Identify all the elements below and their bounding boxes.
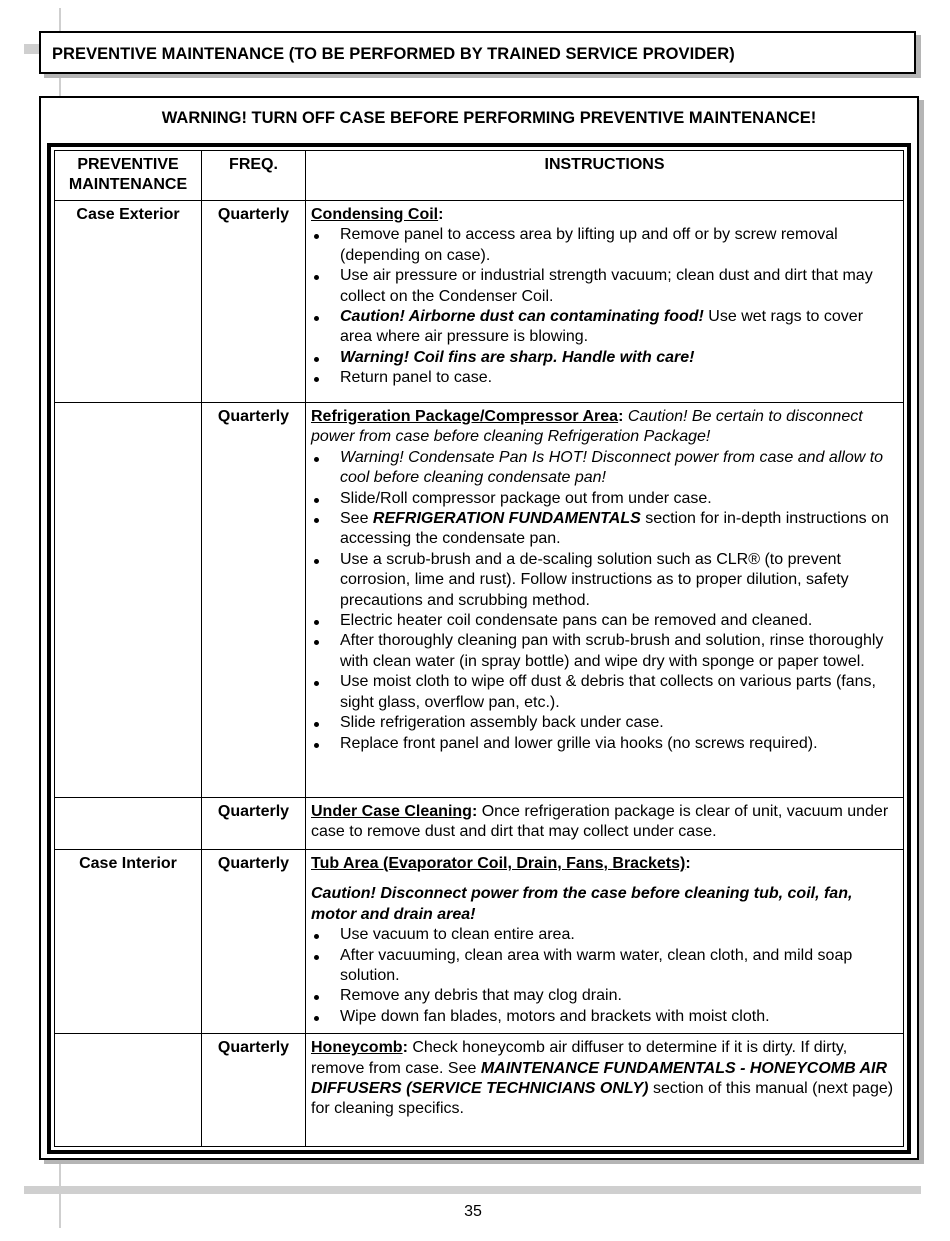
list-item-text: Remove panel to access area by lifting up and off or by screw removal (depending on case). <box>340 226 838 264</box>
instruction-heading-line <box>311 205 897 225</box>
instruction-heading-line <box>311 407 897 448</box>
section-reference: MAINTENANCE FUNDAMENTALS - HONEYCOMB AIR DIFFUSERS (SERVICE TECHNICIANS ONLY) <box>311 1059 888 1098</box>
row-instructions <box>306 1034 904 1147</box>
row-category: Case Exterior <box>55 201 202 403</box>
instruction-heading: Honeycomb <box>311 1039 403 1057</box>
page-title: PREVENTIVE MAINTENANCE (TO BE PERFORMED BY TRAINED SERVICE PROVIDER) <box>52 45 735 63</box>
instruction-list <box>311 448 897 754</box>
list-item <box>311 266 897 307</box>
section-reference: REFRIGERATION FUNDAMENTALS <box>372 510 641 528</box>
list-item-text: Slide refrigeration assembly back under case. <box>340 714 664 732</box>
row-instructions <box>306 201 904 403</box>
caution-paragraph: Caution! Disconnect power from the case before cleaning tub, coil, fan, motor and drain area! <box>311 885 853 923</box>
maintenance-panel <box>39 96 919 1160</box>
list-item <box>311 348 897 368</box>
list-item <box>311 986 897 1006</box>
list-item <box>311 946 897 987</box>
heading-colon: : <box>471 803 478 820</box>
row-category: Case Interior <box>55 850 202 1034</box>
caution-intro: Caution! Be certain to disconnect power from case before cleaning Refrigeration Package! <box>311 408 863 446</box>
list-item-text: Return panel to case. <box>340 369 493 387</box>
list-item <box>311 611 897 631</box>
list-item <box>311 550 897 611</box>
list-item <box>311 489 897 509</box>
row-frequency: Quarterly <box>202 798 306 850</box>
list-item-text: Use moist cloth to wipe off dust & debris that collects on various parts (fans, sight glass, overflow pan, etc.). <box>340 673 876 711</box>
instruction-heading-line <box>311 854 897 874</box>
list-item-text: After thoroughly cleaning pan with scrub-brush and solution, rinse thoroughly with clean water (in spray bottle) and wipe dry with sponge or paper towel. <box>340 632 884 670</box>
list-item <box>311 448 897 489</box>
instruction-heading: Refrigeration Package/Compressor Area <box>311 408 619 425</box>
table-row <box>55 403 904 798</box>
instruction-heading: Condensing Coil <box>311 206 439 223</box>
heading-colon: : <box>402 1039 408 1057</box>
list-item-text: Use air pressure or industrial strength vacuum; clean dust and dirt that may collect on the Condenser Coil. <box>340 267 873 305</box>
caution-text: Caution! Airborne dust can contaminating food! <box>340 308 704 326</box>
list-item <box>311 672 897 713</box>
row-frequency: Quarterly <box>202 201 306 403</box>
list-item <box>311 307 897 348</box>
list-item-text: After vacuuming, clean area with warm water, clean cloth, and mild soap solution. <box>340 946 853 985</box>
table-row <box>55 798 904 850</box>
list-item <box>311 925 897 945</box>
instruction-paragraph <box>311 1038 897 1120</box>
row-frequency: Quarterly <box>202 850 306 1034</box>
list-item <box>311 368 897 388</box>
list-item-text: Use vacuum to clean entire area. <box>340 926 575 944</box>
heading-colon: : <box>685 855 691 872</box>
list-item-text: See <box>340 510 373 528</box>
instruction-list <box>311 925 897 1027</box>
row-category <box>55 798 202 850</box>
maintenance-table-frame <box>47 143 911 1154</box>
row-frequency: Quarterly <box>202 403 306 798</box>
list-item-text: Electric heater coil condensate pans can be removed and cleaned. <box>340 612 813 630</box>
list-item <box>311 1007 897 1027</box>
warning-banner: WARNING! TURN OFF CASE BEFORE PERFORMING PREVENTIVE MAINTENANCE! <box>161 109 817 127</box>
row-instructions <box>306 798 904 850</box>
instruction-list <box>311 225 897 388</box>
list-item <box>311 225 897 266</box>
list-item-text: Wipe down fan blades, motors and brackets with moist cloth. <box>340 1007 770 1025</box>
list-item <box>311 734 897 754</box>
row-category <box>55 403 202 798</box>
heading-colon: : <box>618 408 624 425</box>
instruction-body: section of this manual (next page) for cleaning specifics. <box>311 1080 894 1118</box>
row-instructions <box>306 403 904 798</box>
warning-text: Warning! Condensate Pan Is HOT! Disconnect power from case and allow to cool before cleaning condensate pan! <box>340 448 884 487</box>
list-item <box>311 713 897 733</box>
maintenance-table <box>54 150 904 1147</box>
table-row <box>55 1034 904 1147</box>
instruction-paragraph <box>311 802 897 843</box>
page-number: 35 <box>464 1203 482 1220</box>
list-item-text: Replace front panel and lower grille via hooks (no screws required). <box>340 734 818 752</box>
header-preventive-maintenance: PREVENTIVE MAINTENANCE <box>55 151 202 201</box>
row-category <box>55 1034 202 1147</box>
instruction-body: Once refrigeration package is clear of unit, vacuum under case to remove dust and dirt that may collect under case. <box>311 803 889 841</box>
table-header-row <box>55 151 904 201</box>
heading-colon: : <box>438 206 444 223</box>
page-title-box <box>39 31 916 74</box>
warning-text: Warning! Coil fins are sharp. Handle with care! <box>340 348 695 366</box>
list-item-text: Slide/Roll compressor package out from under case. <box>340 489 712 507</box>
list-item-text: Use a scrub-brush and a de-scaling solution such as CLR® (to prevent corrosion, lime and rust). Follow instructions as to proper dilution, safety precautions and scrubbing method. <box>340 550 849 609</box>
list-item <box>311 631 897 672</box>
row-instructions <box>306 850 904 1034</box>
list-item <box>311 509 897 550</box>
list-item-text: section for in-depth instructions on accessing the condensate pan. <box>340 510 889 548</box>
list-item-text: Remove any debris that may clog drain. <box>340 987 622 1005</box>
table-row <box>55 850 904 1034</box>
instruction-heading: Tub Area (Evaporator Coil, Drain, Fans, Brackets) <box>311 855 686 872</box>
list-item-text: Use wet rags to cover area where air pressure is blowing. <box>340 308 864 346</box>
row-frequency: Quarterly <box>202 1034 306 1147</box>
bottom-rule <box>24 1186 921 1194</box>
table-row <box>55 201 904 403</box>
instruction-body: Check honeycomb air diffuser to determine if it is dirty. If dirty, remove from case. See <box>311 1039 848 1077</box>
header-instructions: INSTRUCTIONS <box>306 151 904 201</box>
header-frequency: FREQ. <box>202 151 306 201</box>
instruction-heading: Under Case Cleaning <box>311 803 472 820</box>
